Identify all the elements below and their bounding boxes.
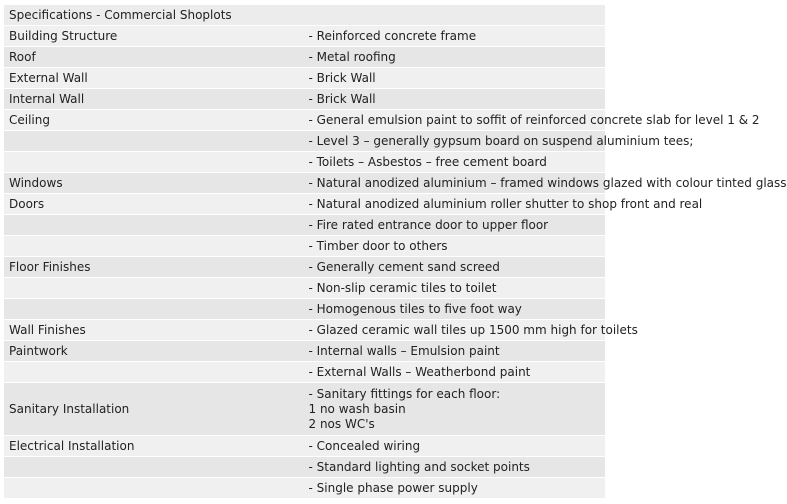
row-description [305, 383, 606, 436]
row-label: Building Structure [4, 26, 305, 47]
row-description: - Glazed ceramic wall tiles up 1500 mm high for toilets [305, 320, 606, 341]
row-label: Floor Finishes [4, 257, 305, 278]
row-description: - Natural anodized aluminium – framed windows glazed with colour tinted glass [305, 173, 606, 194]
row-label [4, 236, 305, 257]
specifications-table [4, 4, 787, 498]
table-row [4, 131, 605, 152]
row-label: Ceiling [4, 110, 305, 131]
table-row [4, 236, 605, 257]
table-row [4, 341, 605, 362]
row-description: - External Walls – Weatherbond paint [305, 362, 606, 383]
table-row [4, 478, 605, 499]
row-label: Wall Finishes [4, 320, 305, 341]
row-description: - Reinforced concrete frame [305, 26, 606, 47]
table-row [4, 362, 605, 383]
table-row [4, 257, 605, 278]
row-label [4, 131, 305, 152]
row-label: Paintwork [4, 341, 305, 362]
row-label: Internal Wall [4, 89, 305, 110]
table-title-row [4, 5, 605, 26]
row-description: - Single phase power supply [305, 478, 606, 499]
row-label [4, 299, 305, 320]
description-line: 2 nos WC's [308, 416, 375, 431]
table-row [4, 68, 605, 89]
table-row [4, 299, 605, 320]
table-row [4, 278, 605, 299]
row-description: - Toilets – Asbestos – free cement board [305, 152, 606, 173]
table-row [4, 457, 605, 478]
row-description: - Generally cement sand screed [305, 257, 606, 278]
row-description: - Metal roofing [305, 47, 606, 68]
row-label: Roof [4, 47, 305, 68]
table-row [4, 47, 605, 68]
table-row [4, 89, 605, 110]
row-label: Windows [4, 173, 305, 194]
row-description: - Homogenous tiles to five foot way [305, 299, 606, 320]
table-row [4, 110, 605, 131]
row-label: Doors [4, 194, 305, 215]
row-label [4, 457, 305, 478]
row-description: - Internal walls – Emulsion paint [305, 341, 606, 362]
table-row [4, 383, 605, 436]
table-title: Specifications - Commercial Shoplots [4, 5, 605, 26]
row-label [4, 215, 305, 236]
row-description: - Brick Wall [305, 89, 606, 110]
row-label: Sanitary Installation [4, 383, 305, 436]
table-row [4, 26, 605, 47]
row-label [4, 478, 305, 499]
row-description: - Fire rated entrance door to upper floor [305, 215, 606, 236]
row-label [4, 152, 305, 173]
row-description: - Natural anodized aluminium roller shutter to shop front and real [305, 194, 606, 215]
row-label [4, 362, 305, 383]
row-description: - Level 3 – generally gypsum board on suspend aluminium tees; [305, 131, 606, 152]
table-row [4, 436, 605, 457]
description-line: 1 no wash basin [308, 401, 406, 416]
description-line: - Sanitary fittings for each floor: [308, 386, 501, 401]
row-label: External Wall [4, 68, 305, 89]
row-description: - Non-slip ceramic tiles to toilet [305, 278, 606, 299]
table-row [4, 215, 605, 236]
row-label [4, 278, 305, 299]
row-description: - Timber door to others [305, 236, 606, 257]
row-description: - General emulsion paint to soffit of reinforced concrete slab for level 1 & 2 [305, 110, 606, 131]
table-row [4, 320, 605, 341]
row-description: - Concealed wiring [305, 436, 606, 457]
row-label: Electrical Installation [4, 436, 305, 457]
table-row [4, 173, 605, 194]
row-description: - Brick Wall [305, 68, 606, 89]
table-row [4, 152, 605, 173]
table-row [4, 194, 605, 215]
row-description: - Standard lighting and socket points [305, 457, 606, 478]
